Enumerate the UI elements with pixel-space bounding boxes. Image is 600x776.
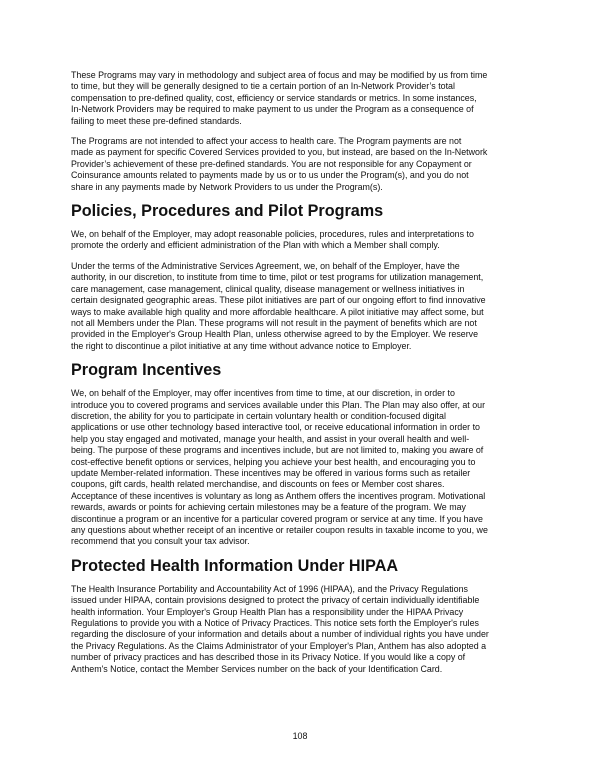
hipaa-paragraph-1: The Health Insurance Portability and Accountability Act of 1996 (HIPAA), and the Privacy Regulations issued under HIPAA, contain provisions designed to protect the privacy of certain individually identifiable health information. Your Employer's Group Health Plan has a responsibility under the HIPAA Privacy Regulations to provide you with a Notice of Privacy Practices. This notice sets forth the Employer's rules regarding the disclosure of your information and details about a number of individual rights you have under the Privacy Regulations. As the Claims Administrator of your Employer's Plan, Anthem has also adopted a number of privacy practices and has described those in its Privacy Notice. If you would like a copy of Anthem's Notice, contact the Member Services number on the back of your Identification Card.	[71, 583, 489, 674]
heading-policies-procedures-pilot-programs: Policies, Procedures and Pilot Programs	[71, 202, 384, 221]
incentives-paragraph-1: We, on behalf of the Employer, may offer incentives from time to time, at our discretion, in order to introduce you to covered programs and services available under this Plan. The Plan may also offer, at our discretion, the ability for you to participate in certain voluntary health or condition-focused digital applications or use other technology based interactive tool, or receive educational information in order to help you stay engaged and motivated, manage your health, and assist in your overall health and well- being. The purpose of these programs and incentives include, but are not limited to, making you aware of cost-effective benefit options or services, helping you achieve your best health, and encouraging you to update Member-related information. These incentives may be offered in various forms such as retailer coupons, gift cards, health related merchandise, and discounts on fees or Member cost shares. Acceptance of these incentives is voluntary as long as Anthem offers the incentives program. Motivational rewards, awards or points for achieving certain milestones may be a feature of the program. We may discontinue a program or an incentive for a particular covered program or service at any time. If you have any questions about whether receipt of an incentive or retailer coupon results in taxable income to you, we recommend that you consult your tax advisor.	[71, 388, 488, 547]
intro-paragraph-2: The Programs are not intended to affect your access to health care. The Program payments are not made as payment for specific Covered Services provided to you, but instead, are based on the In-Network Provider’s achievement of these pre-defined standards. You are not responsible for any Copayment or Coinsurance amounts related to payments made by us or to us under the Program(s), and you do not share in any payments made by Network Providers to us under the Program(s).	[71, 136, 488, 192]
document-body	[71, 70, 533, 684]
intro-paragraph-1: These Programs may vary in methodology and subject area of focus and may be modified by us from time to time, but they will be generally designed to tie a certain portion of an In-Network Provider’s total compensation to pre-defined quality, cost, efficiency or service standards or metrics. In some instances, In-Network Providers may be required to make payment to us under the Program as a consequence of failing to meet these pre-defined standards.	[71, 70, 488, 126]
heading-protected-health-information-hipaa: Protected Health Information Under HIPAA	[71, 556, 399, 575]
page-number: 108	[292, 731, 308, 741]
policies-paragraph-1: We, on behalf of the Employer, may adopt reasonable policies, procedures, rules and interpretations to promote the orderly and efficient administration of the Plan with which a Member shall comply.	[71, 229, 474, 251]
heading-program-incentives: Program Incentives	[71, 361, 222, 380]
policies-paragraph-2: Under the terms of the Administrative Services Agreement, we, on behalf of the Employer, have the authority, in our discretion, to institute from time to time, pilot or test programs for utilization management, care management, case management, clinical quality, disease management or wellness initiatives in certain designated geographic areas. These pilot initiatives are part of our ongoing effort to find innovative ways to make available high quality and more affordable healthcare. A pilot initiative may affect some, but not all Members under the Plan. These programs will not result in the payment of benefits which are not provided in the Employer's Group Health Plan, unless otherwise agreed to by the Employer. We reserve the right to discontinue a pilot initiative at any time without advance notice to Employer.	[71, 260, 486, 351]
